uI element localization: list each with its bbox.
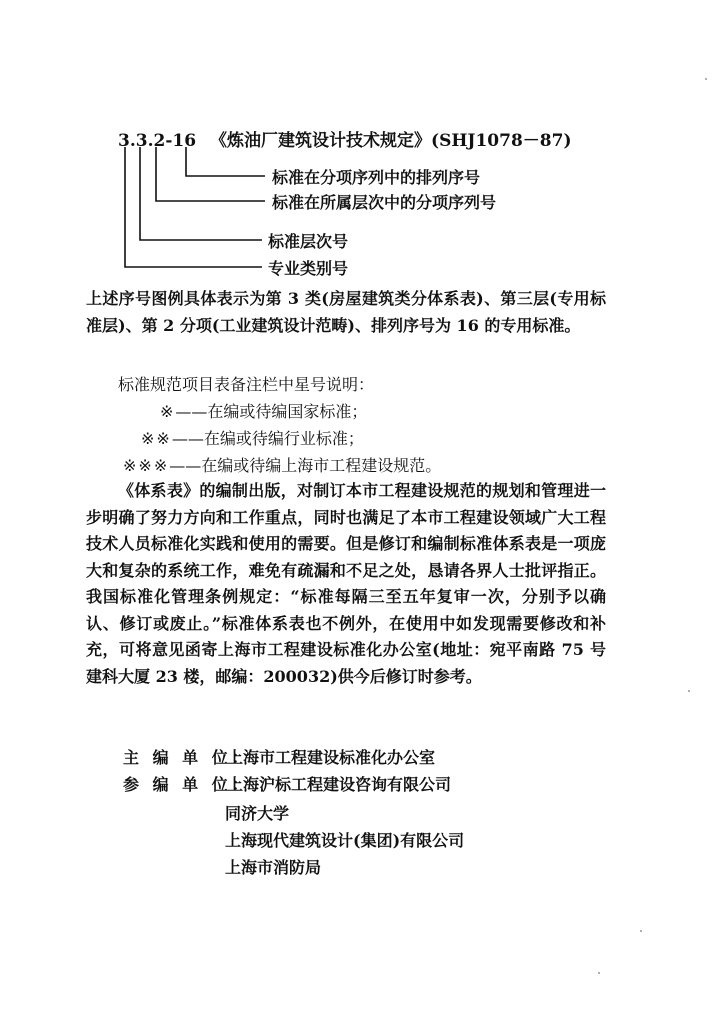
participant-unit-name: 上海市消防局: [225, 858, 322, 877]
label-arrangement-number: 标准在分项序列中的排列序号: [272, 168, 481, 187]
scan-speck: [598, 972, 600, 974]
participant-unit-name: 上海现代建筑设计(集团)有限公司: [225, 831, 465, 850]
participant-unit-row: [123, 772, 451, 795]
standard-title: 《炼油厂建筑设计技术规定》(SHJ1078－87): [210, 131, 572, 151]
label-level-number: 标准层次号: [268, 232, 349, 251]
notes-intro: 标准规范项目表备注栏中星号说明：: [118, 375, 375, 394]
scan-speck: [640, 930, 642, 932]
scan-speck: [705, 78, 707, 80]
line-level-number: [140, 147, 262, 240]
closing-paragraph: 《体系表》的编制出版，对制订本市工程建设规范的规划和管理进一步明确了努力方向和工作重点，同时也满足了本市工程建设领域广大工程技术人员标准化实践和使用的需要。但是修订和编制标准体系表是一项庞大和复杂的系统工作，难免有疏漏和不足之处，恳请各界人士批评指正。我国标准化管理条例规定：“标准每隔三至五年复审一次，分别予以确认、修订或废止。”标准体系表也不例外，在使用中如发现需要修改和补充，可将意见函寄上海市工程建设标准化办公室(地址：宛平南路 75 号建科大厦 23 楼，邮编：200032)供今后修订时参考。: [86, 481, 606, 686]
note-text: ——在编或待编上海市工程建设规范。: [169, 456, 442, 475]
chief-unit-row: [123, 745, 435, 768]
line-subitem-number: [156, 147, 265, 201]
star-marker: ※: [160, 402, 176, 421]
note-text: ——在编或待编行业标准；: [171, 429, 364, 448]
explanation-paragraph: 上述序号图例具体表示为第 3 类(房屋建筑类分体系表)、第三层(专用标准层)、第 2 分项(工业建筑设计范畴)、排列序号为 16 的专用标准。: [86, 289, 606, 335]
line-category-number: [125, 147, 262, 267]
star-marker: ※※: [141, 429, 172, 448]
scan-speck: [688, 690, 690, 692]
label-subitem-number: 标准在所属层次中的分项序列号: [272, 193, 497, 212]
star-marker: ※※※: [123, 456, 170, 475]
numbering-diagram-lines: [0, 0, 723, 300]
chief-unit-name: 上海市工程建设标准化办公室: [227, 748, 436, 767]
chief-unit-label: 主 编 单 位：: [123, 748, 252, 767]
note-shanghai-code: [123, 453, 441, 476]
label-category-number: 专业类别号: [268, 259, 349, 278]
line-arrangement-number: [186, 147, 265, 176]
standard-number: 3.3.2-16: [118, 131, 197, 151]
participant-unit-name: 上海沪标工程建设咨询有限公司: [227, 775, 452, 794]
note-industry-standard: [141, 426, 364, 449]
participant-unit-name: 同济大学: [225, 804, 290, 823]
note-national-standard: [160, 399, 367, 422]
note-text: ——在编或待编国家标准；: [175, 402, 368, 421]
participant-unit-label: 参 编 单 位：: [123, 775, 252, 794]
